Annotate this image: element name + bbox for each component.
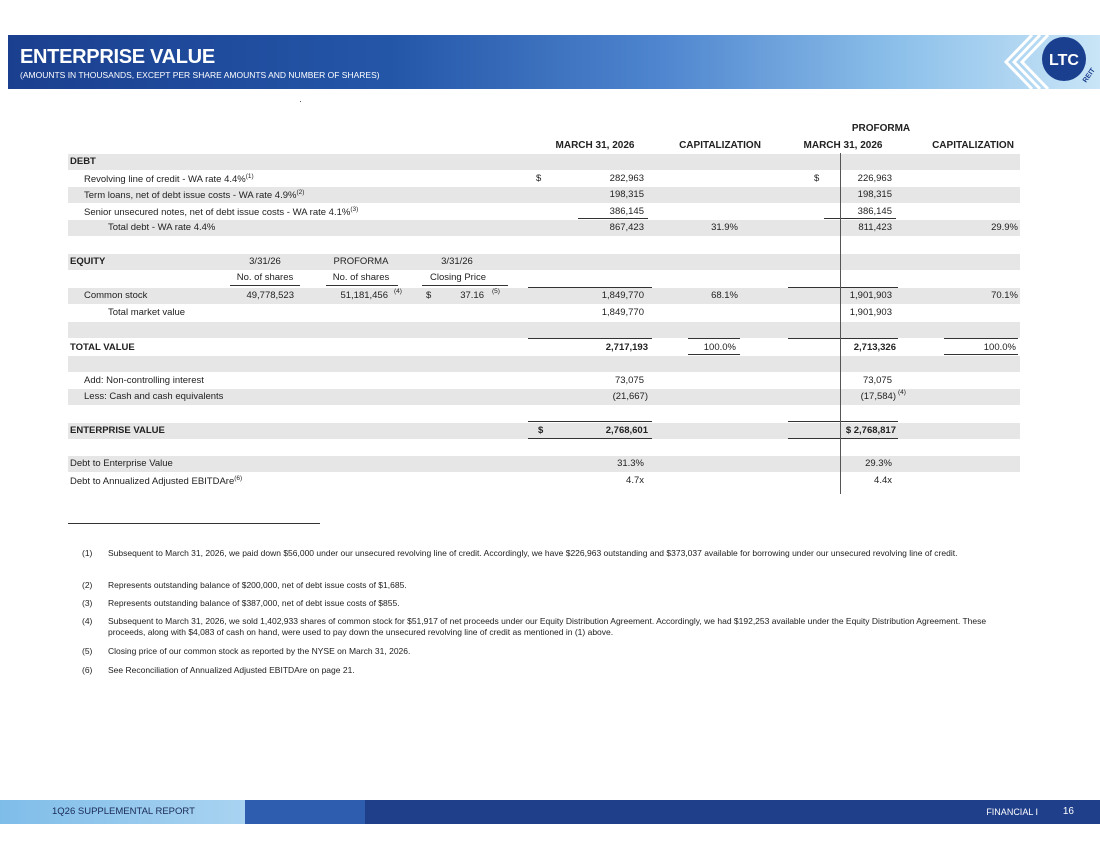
page-title: ENTERPRISE VALUE xyxy=(20,46,215,68)
subheader-rule xyxy=(422,285,508,286)
col-header-proforma: PROFORMA xyxy=(851,123,911,134)
total-rule xyxy=(528,421,652,422)
footnote-ref: (3) xyxy=(350,206,359,213)
common-stock-pf-shares: 51,181,456 xyxy=(340,290,388,301)
footnote-number: (3) xyxy=(82,598,93,608)
logo-subtext: REIT xyxy=(1081,67,1097,85)
enterprise-value-value2: $ 2,768,817 xyxy=(845,425,896,436)
page-number: 16 xyxy=(1062,806,1074,817)
total-value-value1: 2,717,193 xyxy=(605,342,648,353)
table-row xyxy=(68,187,1020,203)
footnote-rule xyxy=(68,523,320,524)
col-header-cap1: CAPITALIZATION xyxy=(679,140,761,151)
footnote-number: (6) xyxy=(82,665,93,675)
common-stock-price: 37.16 xyxy=(460,290,484,301)
equity-heading: EQUITY xyxy=(70,256,106,267)
common-stock-shares: 49,778,523 xyxy=(246,290,294,301)
total-debt-cap2: 29.9% xyxy=(991,222,1018,233)
revolving-label: Revolving line of credit - WA rate 4.4% xyxy=(84,174,246,186)
revolving-value1: 282,963 xyxy=(609,173,644,184)
table-row xyxy=(68,305,1020,321)
total-value-label: TOTAL VALUE xyxy=(70,342,135,353)
footnote-text: Subsequent to March 31, 2026, we sold 1,402,933 shares of common stock for $51,917 of net proceeds under our Equity Distribution Agreement. Accordingly, we had $192,253 available under the Equity Distribution Agreement. These proceeds, along with $4,083 of cash on hand, were used to pay down the unsecured revolving line of credit as mentioned in (1) above. xyxy=(108,616,987,637)
total-debt-label: Total debt - WA rate 4.4% xyxy=(108,222,216,233)
stray-mark xyxy=(300,101,301,102)
footnote-ref: (2) xyxy=(296,189,305,196)
total-value-cap1: 100.0% xyxy=(703,342,736,353)
equity-subheader-price: Closing Price xyxy=(430,272,486,283)
nci-label: Add: Non-controlling interest xyxy=(84,375,204,386)
revolving-value2: 226,963 xyxy=(857,173,892,184)
total-debt-cap1: 31.9% xyxy=(711,222,738,233)
col-header-date2: MARCH 31, 2026 xyxy=(803,140,883,151)
senior-notes-value1: 386,145 xyxy=(609,206,644,217)
total-debt-value1: 867,423 xyxy=(609,222,644,233)
table-row xyxy=(68,220,1020,236)
page-footer xyxy=(0,800,1100,824)
subtotal-rule xyxy=(824,218,896,219)
equity-subheader-row xyxy=(68,270,1020,286)
total-rule xyxy=(688,354,740,355)
spacer-row xyxy=(68,237,1020,253)
footnote-text: Represents outstanding balance of $387,000, net of debt issue costs of $855. xyxy=(108,598,400,608)
table-row xyxy=(68,373,1020,389)
total-rule xyxy=(528,338,652,339)
enterprise-value-value1: 2,768,601 xyxy=(605,425,648,436)
table-row xyxy=(68,389,1020,405)
footnote-number: (2) xyxy=(82,580,93,590)
enterprise-value-currency1: $ xyxy=(538,425,544,436)
nci-value2: 73,075 xyxy=(862,375,892,386)
cash-label: Less: Cash and cash equivalents xyxy=(84,391,224,402)
market-value-label: Total market value xyxy=(108,307,186,318)
footnote-ref: (5) xyxy=(492,288,500,295)
footnote-ref: (1) xyxy=(245,173,254,180)
total-value-value2: 2,713,326 xyxy=(853,342,896,353)
footnote-ref: (4) xyxy=(394,288,402,295)
total-rule xyxy=(788,438,898,439)
common-stock-value1: 1,849,770 xyxy=(601,290,644,301)
debt-heading: DEBT xyxy=(70,156,96,167)
common-stock-currency: $ xyxy=(426,290,432,301)
table-row xyxy=(68,423,1020,439)
footnote-number: (5) xyxy=(82,646,93,656)
total-rule xyxy=(688,338,740,339)
table-row xyxy=(68,288,1020,304)
footnote-number: (1) xyxy=(82,548,93,558)
revolving-currency2: $ xyxy=(814,173,820,184)
proforma-divider xyxy=(840,153,841,494)
total-value-cap2: 100.0% xyxy=(983,342,1016,353)
debt-ev-value1: 31.3% xyxy=(617,458,644,469)
subtotal-rule xyxy=(578,218,648,219)
col-header-date1: MARCH 31, 2026 xyxy=(555,140,635,151)
table-row xyxy=(68,171,1020,187)
table-row xyxy=(68,473,1020,489)
revolving-currency1: $ xyxy=(536,173,542,184)
spacer-row xyxy=(68,440,1020,456)
equity-subheader-pf-shares: No. of shares xyxy=(332,272,390,283)
cash-value1: (21,667) xyxy=(612,391,648,402)
col-header-cap2: CAPITALIZATION xyxy=(932,140,1014,151)
senior-notes-label: Senior unsecured notes, net of debt issue costs - WA rate 4.1% xyxy=(84,207,351,219)
subheader-rule xyxy=(230,285,300,286)
footnote-text: Closing price of our common stock as reported by the NYSE on March 31, 2026. xyxy=(108,646,411,656)
debt-ebitda-value1: 4.7x xyxy=(626,475,644,486)
equity-subheader-shares: No. of shares xyxy=(236,272,294,283)
common-stock-label: Common stock xyxy=(84,290,148,301)
ltc-reit-logo xyxy=(1002,29,1097,95)
spacer-row xyxy=(68,322,1020,338)
footnote-text: Subsequent to March 31, 2026, we paid down $56,000 under our unsecured revolving line of credit. Accordingly, we have $226,963 outstanding and $373,037 available for borrowing under our unsecured revolving line of credit. xyxy=(108,548,958,558)
spacer-row xyxy=(68,406,1020,422)
footnote-number: (4) xyxy=(82,616,93,626)
table-row xyxy=(68,456,1020,472)
footnote-ref: (4) xyxy=(898,389,906,396)
page-header xyxy=(8,35,1100,89)
market-value-value2: 1,901,903 xyxy=(849,307,892,318)
nci-value1: 73,075 xyxy=(614,375,644,386)
debt-heading-row xyxy=(68,154,1020,170)
logo-text: LTC xyxy=(1049,52,1079,69)
total-debt-value2: 811,423 xyxy=(858,222,892,233)
total-rule xyxy=(944,354,1018,355)
equity-subheader-proforma: PROFORMA xyxy=(333,256,389,267)
spacer-row xyxy=(68,356,1020,372)
total-rule xyxy=(788,338,898,339)
subtotal-rule xyxy=(528,287,652,288)
page-subtitle: (AMOUNTS IN THOUSANDS, EXCEPT PER SHARE AMOUNTS AND NUMBER OF SHARES) xyxy=(20,70,380,80)
total-rule xyxy=(528,438,652,439)
term-loans-value2: 198,315 xyxy=(857,189,892,200)
equity-subheader-date2: 3/31/26 xyxy=(441,256,473,267)
term-loans-value1: 198,315 xyxy=(609,189,644,200)
enterprise-value-label: ENTERPRISE VALUE xyxy=(70,425,165,436)
term-loans-label: Term loans, net of debt issue costs - WA rate 4.9% xyxy=(84,190,297,202)
footnote-ref: (6) xyxy=(234,475,243,482)
table-row xyxy=(68,340,1020,356)
debt-ev-label: Debt to Enterprise Value xyxy=(70,458,173,469)
section-name: FINANCIAL I xyxy=(986,807,1038,817)
footnote-text: Represents outstanding balance of $200,000, net of debt issue costs of $1,685. xyxy=(108,580,407,590)
common-stock-value2: 1,901,903 xyxy=(849,290,892,301)
senior-notes-value2: 386,145 xyxy=(857,206,892,217)
debt-ebitda-label: Debt to Annualized Adjusted EBITDAre xyxy=(70,476,235,488)
total-rule xyxy=(944,338,1018,339)
total-rule xyxy=(788,421,898,422)
debt-ebitda-value2: 4.4x xyxy=(874,475,892,486)
subtotal-rule xyxy=(788,287,898,288)
equity-heading-row xyxy=(68,254,1020,270)
market-value-value1: 1,849,770 xyxy=(601,307,644,318)
footnote-text: See Reconciliation of Annualized Adjusted EBITDAre on page 21. xyxy=(108,665,355,675)
report-name: 1Q26 SUPPLEMENTAL REPORT xyxy=(52,806,195,817)
debt-ev-value2: 29.3% xyxy=(865,458,892,469)
cash-value2: (17,584) xyxy=(860,391,896,402)
common-stock-cap1: 68.1% xyxy=(711,290,738,301)
equity-subheader-date: 3/31/26 xyxy=(249,256,281,267)
subheader-rule xyxy=(326,285,398,286)
footer-accent xyxy=(245,800,365,824)
common-stock-cap2: 70.1% xyxy=(991,290,1018,301)
